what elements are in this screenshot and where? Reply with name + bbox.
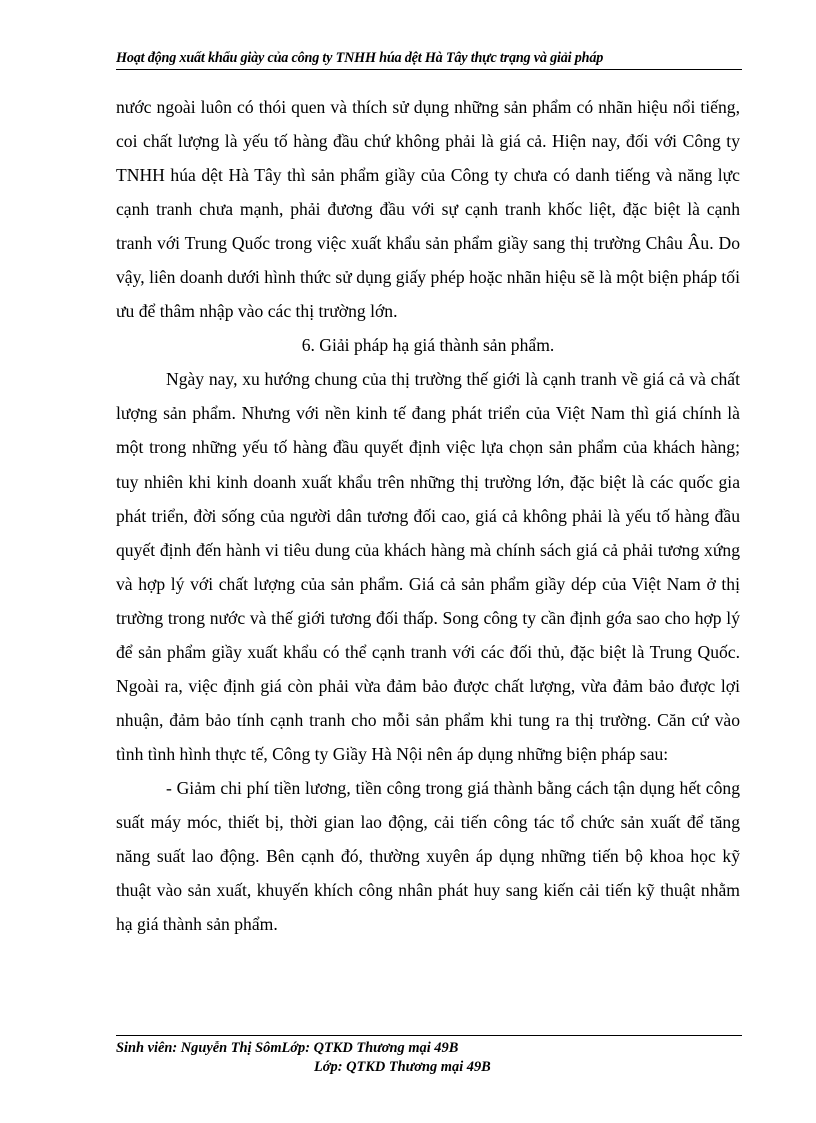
header-divider	[116, 69, 742, 70]
section-heading: 6. Giải pháp hạ giá thành sản phẩm.	[301, 335, 555, 356]
paragraph-continued: nước ngoài luôn có thói quen và thích sử dụng những sản phẩm có nhãn hiệu nổi tiếng, coi chất lượng là yếu tố hàng đầu chứ không phải là giá cả. Hiện nay, đối với Công ty TNHH húa dệt Hà Tây thì sản phẩm giầy của Công ty chưa có danh tiếng và năng lực cạnh tranh chưa mạnh, phải đương đầu với sự cạnh tranh khốc liệt, đặc biệt là cạnh tranh với Trung Quốc trong việc xuất khẩu sản phẩm giầy sang thị trường Châu Âu. Do vậy, liên doanh dưới hình thức sử dụng giấy phép hoặc nhãn hiệu sẽ là một biện pháp tối ưu để thâm nhập vào các thị trường lớn.	[116, 97, 740, 322]
document-body	[116, 90, 740, 941]
footer-class-line: Lớp: QTKD Thương mại 49B	[314, 1059, 491, 1075]
paragraph-main: Ngày nay, xu hướng chung của thị trường thế giới là cạnh tranh về giá cả và chất lượng sản phẩm. Nhưng với nền kinh tế đang phát triển của Việt Nam thì giá chính là một trong những yếu tố hàng đầu quyết định việc lựa chọn sản phẩm của khách hàng; tuy nhiên khi kinh doanh xuất khẩu trên những thị trường lớn, đặc biệt là các quốc gia phát triển, đời sống của người dân tương đối cao, giá cả không phải là yếu tố hàng đầu quyết định đến hành vi tiêu dung của khách hàng mà chính sách giá cả phải tương xứng và hợp lý với chất lượng của sản phẩm. Giá cả sản phẩm giầy dép của Việt Nam ở thị trường trong nước và thế giới tương đối thấp. Song công ty cần định gớa sao cho hợp lý để sản phẩm giầy xuất khẩu có thể cạnh tranh với các đối thủ, đặc biệt là Trung Quốc. Ngoài ra, việc định giá còn phải vừa đảm bảo được chất lượng, vừa đảm bảo được lợi nhuận, đảm bảo tính cạnh tranh cho mỗi sản phẩm khi tung ra thị trường. Căn cứ vào tình tình hình thực tế, Công ty Giầy Hà Nội nên áp dụng những biện pháp sau:	[116, 369, 740, 764]
page-footer	[116, 1039, 742, 1077]
footer-student-line: Sinh viên: Nguyễn Thị SômLớp: QTKD Thương mại 49B	[116, 1040, 459, 1056]
footer-divider	[116, 1035, 742, 1036]
running-header: Hoạt động xuất khẩu giày của công ty TNHH húa dệt Hà Tây thực trạng và giải pháp	[116, 50, 604, 66]
bullet-item: - Giảm chi phí tiền lương, tiền công trong giá thành bằng cách tận dụng hết công suất máy móc, thiết bị, thời gian lao động, cải tiến công tác tổ chức sản xuất để tăng năng suất lao động. Bên cạnh đó, thường xuyên áp dụng những tiến bộ khoa học kỹ thuật vào sản xuất, khuyến khích công nhân phát huy sang kiến cải tiến kỹ thuật nhằm hạ giá thành sản phẩm.	[116, 777, 740, 935]
